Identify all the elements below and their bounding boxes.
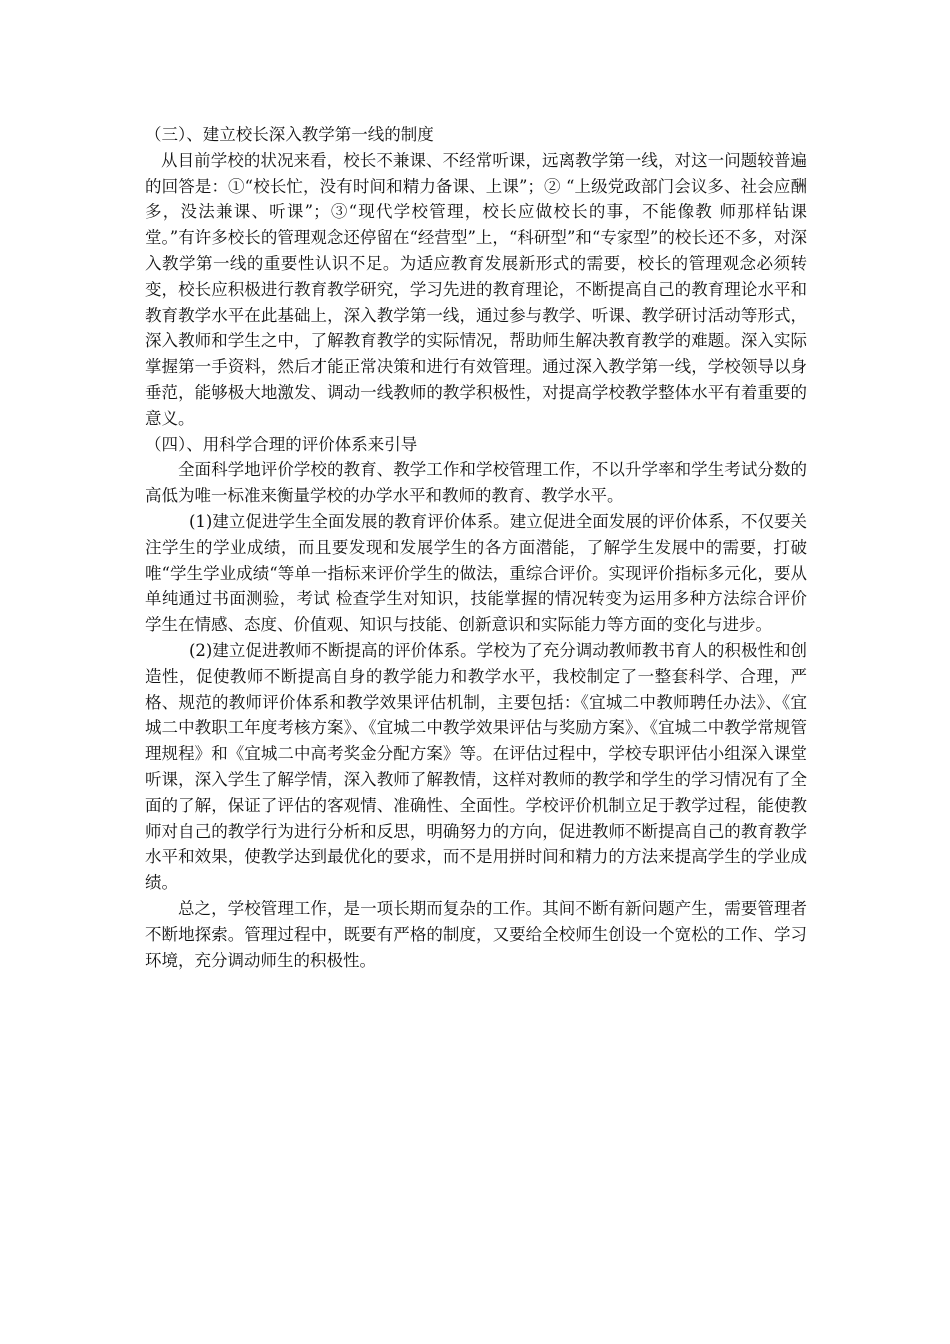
section-heading-3: （三）、建立校长深入教学第一线的制度 [145, 125, 434, 144]
paragraph-conclusion: 总之，学校管理工作，是一项长期而复杂的工作。其间不断有新问题产生，需要管理者不断地探索。管理过程中，既要有严格的制度，又要给全校师生创设一个宽松的工作、学习环境，充分调动师生的积极性。 [145, 898, 807, 970]
paragraph-student-evaluation: (1)建立促进学生全面发展的教育评价体系。建立促进全面发展的评价体系，不仅要关注学生的学业成绩，而且要发现和发展学生的各方面潜能，了解学生发展中的需要，打破唯“学生学业成绩“等单一指标来评价学生的做法，重综合评价。实现评价指标多元化，要从单纯通过书面测验，考试 检查学生对知识，技能掌握的情况转变为运用多种方法综合评价学生在情感、态度、价值观、知识与技能、创新意识和实际能力等方面的变化与进步。 [145, 511, 807, 635]
document-page [145, 122, 807, 973]
paragraph-teacher-evaluation: (2)建立促进教师不断提高的评价体系。学校为了充分调动教师教书育人的积极性和创造性，促使教师不断提高自身的教学能力和教学水平，我校制定了一整套科学、合理，严格、规范的教师评价体系和教学效果评估机制，主要包括：《宜城二中教师聘任办法》、《宜城二中教职工年度考核方案》、《宜城二中教学效果评估与奖励方案》、《宜城二中教学常规管理规程》和《宜城二中高考奖金分配方案》等。在评估过程中，学校专职评估小组深入课堂听课，深入学生了解学情，深入教师了解教情，这样对教师的教学和学生的学习情况有了全面的了解，保证了评估的客观情、准确性、全面性。学校评价机制立足于教学过程，能使教师对自己的教学行为进行分析和反思，明确努力的方向，促进教师不断提高自己的教育教学水平和效果，使教学达到最优化的要求，而不是用拼时间和精力的方法来提高学生的学业成绩。 [145, 640, 807, 893]
section-heading-4: （四）、用科学合理的评价体系来引导 [145, 434, 418, 454]
paragraph-principal-frontline: 从目前学校的状况来看，校长不兼课、不经常听课，远离教学第一线，对这一问题较普遍的回答是：①“校长忙，没有时间和精力备课、上课”；② “上级党政部门会议多、社会应酬多，没法兼课、听课”；③“现代学校管理，校长应做校长的事，不能像教 师那样钻课堂。”有许多校长的管理观念还停留在“经营型”上，“科研型”和“专家型”的校长还不多，对深入教学第一线的重要性认识不足。为适应教育发展新形式的需要，校长的管理观念必须转变，校长应积极进行教育教学研究，学习先进的教育理论，不断提高自己的教育理论水平和教育教学水平在此基础上，深入教学第一线，通过参与教学、听课、教学研讨活动等形式，深入教师和学生之中，了解教育教学的实际情况，帮助师生解决教育教学的难题。深入实际掌握第一手资料，然后才能正常决策和进行有效管理。通过深入教学第一线，学校领导以身垂范，能够极大地激发、调动一线教师的教学积极性，对提高学校教学整体水平有着重要的意义。 [145, 150, 807, 428]
paragraph-evaluation-intro: 全面科学地评价学校的教育、教学工作和学校管理工作，不以升学率和学生考试分数的高低为唯一标准来衡量学校的办学水平和教师的教育、教学水平。 [145, 460, 807, 506]
